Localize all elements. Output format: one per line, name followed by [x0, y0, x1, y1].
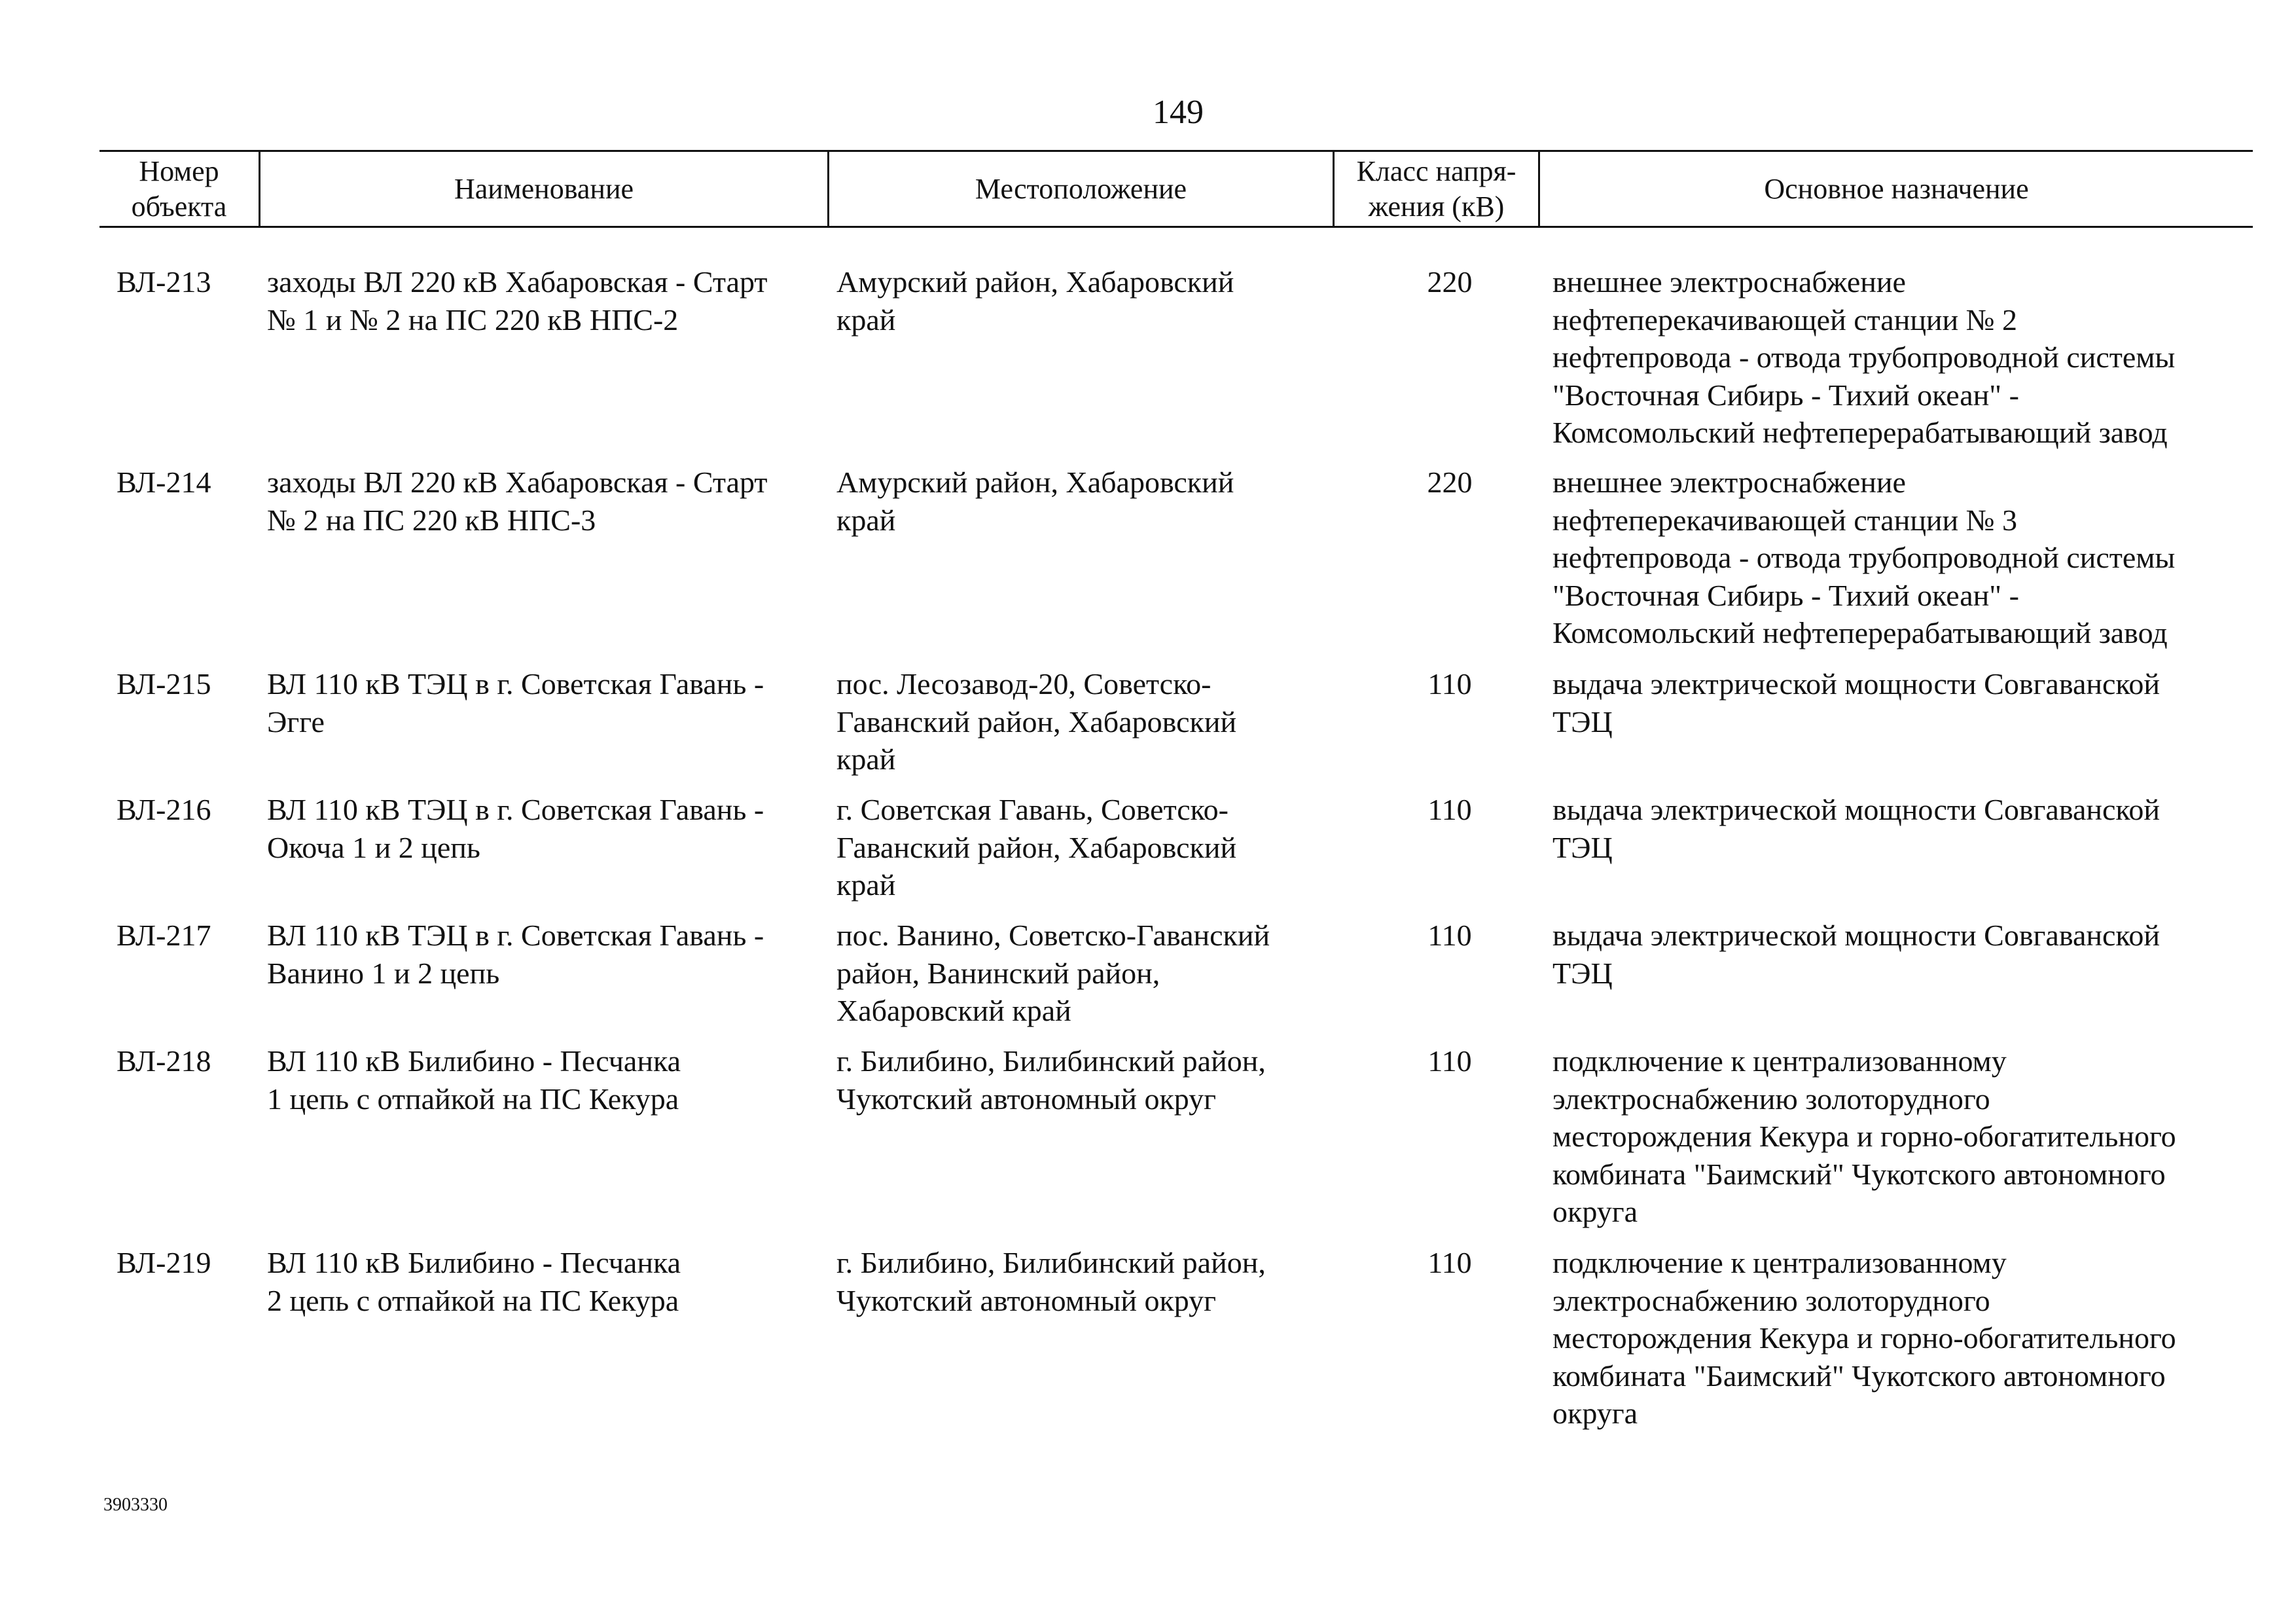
object-purpose: подключение к централизованному электроснабжению золоторудного месторождения Кекура и горно-обогатительного комбината "Баимский" Чукотского автономного округа — [1552, 1246, 2176, 1430]
object-location: г. Билибино, Билибинский район, Чукотский автономный округ — [836, 1044, 1266, 1116]
object-location: пос. Лесозавод-20, Советско- Гаванский район, Хабаровский край — [836, 667, 1237, 776]
object-location: пос. Ванино, Советско-Гаванский район, Ванинский район, Хабаровский край — [836, 919, 1270, 1027]
table-header-bottom-rule — [99, 226, 2253, 228]
voltage-class: 110 — [1427, 667, 1472, 701]
object-number: ВЛ-217 — [117, 919, 211, 952]
object-purpose: выдача электрической мощности Совгаванской ТЭЦ — [1552, 667, 2161, 739]
header-name: Наименование — [454, 172, 634, 205]
object-name: заходы ВЛ 220 кВ Хабаровская - Старт № 1 и № 2 на ПС 220 кВ НПС-2 — [267, 265, 768, 337]
object-name: заходы ВЛ 220 кВ Хабаровская - Старт № 2 на ПС 220 кВ НПС-3 — [267, 465, 768, 537]
header-purpose: Основное назначение — [1764, 172, 2029, 205]
object-location: Амурский район, Хабаровский край — [836, 265, 1234, 337]
header-voltage: Класс напря- жения (кВ) — [1356, 155, 1516, 223]
object-purpose: подключение к централизованному электроснабжению золоторудного месторождения Кекура и горно-обогатительного комбината "Баимский" Чукотского автономного округа — [1552, 1044, 2176, 1228]
object-location: г. Билибино, Билибинский район, Чукотский автономный округ — [836, 1246, 1266, 1317]
voltage-class: 220 — [1427, 265, 1473, 299]
header-location: Местоположение — [975, 172, 1187, 205]
object-number: ВЛ-214 — [117, 465, 211, 499]
object-name: ВЛ 110 кВ ТЭЦ в г. Советская Гавань - Ванино 1 и 2 цепь — [267, 919, 764, 990]
object-name: ВЛ 110 кВ Билибино - Песчанка 1 цепь с отпайкой на ПС Кекура — [267, 1044, 681, 1116]
document-code: 3903330 — [103, 1495, 168, 1515]
object-purpose: внешнее электроснабжение нефтеперекачивающей станции № 2 нефтепровода - отвода трубопроводной системы "Восточная Сибирь - Тихий океан" - Комсомольский нефтеперерабатывающий завод — [1552, 265, 2176, 449]
object-name: ВЛ 110 кВ ТЭЦ в г. Советская Гавань - Окоча 1 и 2 цепь — [267, 793, 764, 864]
object-location: г. Советская Гавань, Советско- Гаванский район, Хабаровский край — [836, 793, 1237, 902]
object-number: ВЛ-215 — [117, 667, 211, 701]
voltage-class: 110 — [1427, 793, 1472, 826]
object-number: ВЛ-213 — [117, 265, 211, 299]
object-location: Амурский район, Хабаровский край — [836, 465, 1234, 537]
object-purpose: выдача электрической мощности Совгаванской ТЭЦ — [1552, 793, 2161, 864]
page-number: 149 — [1153, 94, 1204, 131]
object-number: ВЛ-216 — [117, 793, 211, 826]
header-number: Номер объекта — [131, 155, 227, 223]
object-name: ВЛ 110 кВ Билибино - Песчанка 2 цепь с отпайкой на ПС Кекура — [267, 1246, 681, 1317]
object-number: ВЛ-218 — [117, 1044, 211, 1078]
voltage-class: 110 — [1427, 1246, 1472, 1279]
voltage-class: 110 — [1427, 919, 1472, 952]
object-purpose: внешнее электроснабжение нефтеперекачивающей станции № 3 нефтепровода - отвода трубопроводной системы "Восточная Сибирь - Тихий океан" - Комсомольский нефтеперерабатывающий завод — [1552, 465, 2176, 649]
object-purpose: выдача электрической мощности Совгаванской ТЭЦ — [1552, 919, 2161, 990]
voltage-class: 220 — [1427, 465, 1473, 499]
object-name: ВЛ 110 кВ ТЭЦ в г. Советская Гавань - Эгге — [267, 667, 764, 739]
object-number: ВЛ-219 — [117, 1246, 211, 1279]
voltage-class: 110 — [1427, 1044, 1472, 1078]
